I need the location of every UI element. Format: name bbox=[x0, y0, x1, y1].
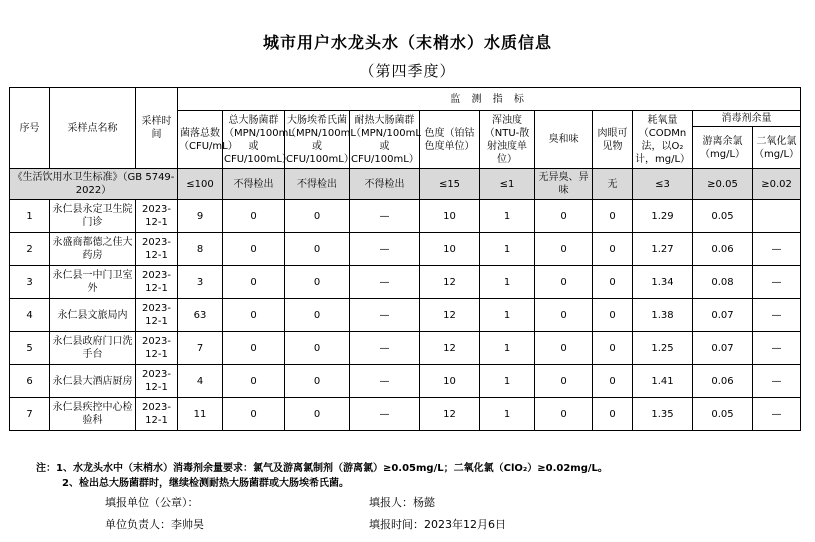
cell-odor: 0 bbox=[535, 299, 593, 332]
footer-leader: 单位负责人：李帅昊 bbox=[105, 518, 204, 531]
cell-seq: 3 bbox=[10, 266, 50, 299]
cell-chlorine-dioxide: — bbox=[753, 398, 801, 431]
table-row bbox=[10, 299, 801, 332]
cell-visible: 0 bbox=[593, 266, 633, 299]
cell-free-chlorine: 0.06 bbox=[693, 365, 753, 398]
notes bbox=[36, 461, 608, 491]
cell-turbidity: 1 bbox=[480, 365, 535, 398]
cell-cod: 1.34 bbox=[633, 266, 693, 299]
cell-seq: 4 bbox=[10, 299, 50, 332]
note-1: 注：1、水龙头水中（末梢水）消毒剂余量要求：氯气及游离氯制剂（游离氯）≥0.05mg/L；二氧化氯（ClO₂）≥0.02mg/L。 bbox=[36, 463, 608, 474]
cell-turbidity: 1 bbox=[480, 266, 535, 299]
header-odor: 臭和味 bbox=[535, 111, 593, 169]
cell-color: 12 bbox=[420, 266, 480, 299]
water-quality-table bbox=[9, 87, 801, 431]
table-row bbox=[10, 398, 801, 431]
header-turbidity: 浑浊度（NTU-散射浊度单位） bbox=[480, 111, 535, 169]
cell-color: 12 bbox=[420, 299, 480, 332]
header-cod: 耗氧量（CODMn法，以O₂计，mg/L） bbox=[633, 111, 693, 169]
cell-turbidity: 1 bbox=[480, 200, 535, 233]
cell-time: 2023-12-1 bbox=[136, 200, 178, 233]
cell-cod: 1.25 bbox=[633, 332, 693, 365]
header-time: 采样时间 bbox=[136, 88, 178, 169]
cell-odor: 0 bbox=[535, 332, 593, 365]
cell-total-bacteria: 7 bbox=[178, 332, 223, 365]
header-free-chlorine: 游离余氯（mg/L） bbox=[693, 127, 753, 169]
page-title: 城市用户水龙头水（末梢水）水质信息 bbox=[262, 33, 552, 52]
cell-turbidity: 1 bbox=[480, 299, 535, 332]
cell-time: 2023-12-1 bbox=[136, 332, 178, 365]
cell-odor: 0 bbox=[535, 233, 593, 266]
cell-total-bacteria: 3 bbox=[178, 266, 223, 299]
cell: ≥0.05 bbox=[693, 169, 753, 200]
cell-color: 12 bbox=[420, 398, 480, 431]
cell-time: 2023-12-1 bbox=[136, 233, 178, 266]
cell-seq: 6 bbox=[10, 365, 50, 398]
cell-cod: 1.35 bbox=[633, 398, 693, 431]
cell-total-bacteria: 11 bbox=[178, 398, 223, 431]
cell-cod: 1.27 bbox=[633, 233, 693, 266]
cell-total-bacteria: 63 bbox=[178, 299, 223, 332]
cell-site: 永仁县大酒店厨房 bbox=[50, 365, 136, 398]
cell-color: 10 bbox=[420, 365, 480, 398]
cell: 不得检出 bbox=[223, 169, 285, 200]
cell-odor: 0 bbox=[535, 266, 593, 299]
cell-time: 2023-12-1 bbox=[136, 266, 178, 299]
cell-chlorine-dioxide: — bbox=[753, 266, 801, 299]
cell-total-coliform: 0 bbox=[223, 332, 285, 365]
cell-seq: 1 bbox=[10, 200, 50, 233]
cell-cod: 1.29 bbox=[633, 200, 693, 233]
header-thermo-coliform: 耐热大肠菌群（MPN/100mL或CFU/100mL） bbox=[350, 111, 420, 169]
cell-thermo-coliform: — bbox=[350, 200, 420, 233]
cell-odor: 0 bbox=[535, 200, 593, 233]
footer-reporter: 填报人：杨懿 bbox=[369, 496, 435, 509]
cell-turbidity: 1 bbox=[480, 398, 535, 431]
cell-turbidity: 1 bbox=[480, 332, 535, 365]
cell-thermo-coliform: — bbox=[350, 398, 420, 431]
header-monitor-indicators: 监 测 指 标 bbox=[178, 88, 801, 111]
cell-ecoli: 0 bbox=[285, 398, 350, 431]
table-row bbox=[10, 233, 801, 266]
cell-chlorine-dioxide: — bbox=[753, 233, 801, 266]
cell-site: 永仁县永定卫生院门诊 bbox=[50, 200, 136, 233]
cell-thermo-coliform: — bbox=[350, 365, 420, 398]
cell: 无 bbox=[593, 169, 633, 200]
standard-label: 《生活饮用水卫生标准》（GB 5749-2022） bbox=[10, 169, 178, 200]
cell-chlorine-dioxide bbox=[753, 200, 801, 233]
cell-seq: 5 bbox=[10, 332, 50, 365]
cell-total-bacteria: 8 bbox=[178, 233, 223, 266]
cell-cod: 1.41 bbox=[633, 365, 693, 398]
cell-chlorine-dioxide: — bbox=[753, 332, 801, 365]
cell-ecoli: 0 bbox=[285, 200, 350, 233]
cell-site: 永仁县政府门口洗手台 bbox=[50, 332, 136, 365]
cell-ecoli: 0 bbox=[285, 266, 350, 299]
cell-time: 2023-12-1 bbox=[136, 299, 178, 332]
table-row bbox=[10, 200, 801, 233]
cell-site: 永盛商都德之佳大药房 bbox=[50, 233, 136, 266]
cell: ≤3 bbox=[633, 169, 693, 200]
cell-visible: 0 bbox=[593, 398, 633, 431]
cell-ecoli: 0 bbox=[285, 299, 350, 332]
header-site: 采样点名称 bbox=[50, 88, 136, 169]
cell-odor: 0 bbox=[535, 398, 593, 431]
cell-ecoli: 0 bbox=[285, 332, 350, 365]
cell-visible: 0 bbox=[593, 233, 633, 266]
cell: ≤100 bbox=[178, 169, 223, 200]
cell-total-bacteria: 4 bbox=[178, 365, 223, 398]
header-total-coliform: 总大肠菌群（MPN/100mL或CFU/100mL） bbox=[223, 111, 285, 169]
footer-unit: 填报单位（公章）： bbox=[105, 496, 199, 509]
cell-free-chlorine: 0.05 bbox=[693, 398, 753, 431]
cell: ≤1 bbox=[480, 169, 535, 200]
cell: ≥0.02 bbox=[753, 169, 801, 200]
standard-row bbox=[10, 169, 801, 200]
cell-free-chlorine: 0.06 bbox=[693, 233, 753, 266]
header-chlorine-dioxide: 二氧化氯（mg/L） bbox=[753, 127, 801, 169]
cell-site: 永仁县文旅局内 bbox=[50, 299, 136, 332]
cell: 无异臭、异味 bbox=[535, 169, 593, 200]
cell-turbidity: 1 bbox=[480, 233, 535, 266]
cell-visible: 0 bbox=[593, 299, 633, 332]
cell-ecoli: 0 bbox=[285, 365, 350, 398]
cell-color: 12 bbox=[420, 332, 480, 365]
cell-seq: 2 bbox=[10, 233, 50, 266]
cell-free-chlorine: 0.05 bbox=[693, 200, 753, 233]
cell-ecoli: 0 bbox=[285, 233, 350, 266]
page-subtitle: （第四季度） bbox=[359, 62, 456, 80]
cell-site: 永仁县疾控中心检验科 bbox=[50, 398, 136, 431]
cell-free-chlorine: 0.07 bbox=[693, 332, 753, 365]
cell-odor: 0 bbox=[535, 365, 593, 398]
cell: 不得检出 bbox=[285, 169, 350, 200]
footer-time: 填报时间：2023年12月6日 bbox=[369, 518, 506, 531]
table-row bbox=[10, 332, 801, 365]
cell-total-coliform: 0 bbox=[223, 365, 285, 398]
cell-total-coliform: 0 bbox=[223, 233, 285, 266]
cell-time: 2023-12-1 bbox=[136, 365, 178, 398]
cell-total-coliform: 0 bbox=[223, 200, 285, 233]
cell-site: 永仁县一中门卫室外 bbox=[50, 266, 136, 299]
cell-visible: 0 bbox=[593, 332, 633, 365]
table-row bbox=[10, 365, 801, 398]
cell-thermo-coliform: — bbox=[350, 299, 420, 332]
header-visible: 肉眼可见物 bbox=[593, 111, 633, 169]
cell: 不得检出 bbox=[350, 169, 420, 200]
cell-color: 10 bbox=[420, 200, 480, 233]
cell-color: 10 bbox=[420, 233, 480, 266]
cell-total-bacteria: 9 bbox=[178, 200, 223, 233]
cell-time: 2023-12-1 bbox=[136, 398, 178, 431]
cell-visible: 0 bbox=[593, 365, 633, 398]
cell-chlorine-dioxide: — bbox=[753, 299, 801, 332]
cell-thermo-coliform: — bbox=[350, 233, 420, 266]
cell-chlorine-dioxide: — bbox=[753, 365, 801, 398]
cell-total-coliform: 0 bbox=[223, 299, 285, 332]
cell-thermo-coliform: — bbox=[350, 332, 420, 365]
header-color: 色度（铂钴色度单位） bbox=[420, 111, 480, 169]
table-row bbox=[10, 266, 801, 299]
cell-seq: 7 bbox=[10, 398, 50, 431]
cell-thermo-coliform: — bbox=[350, 266, 420, 299]
cell-total-coliform: 0 bbox=[223, 266, 285, 299]
header-ecoli: 大肠埃希氏菌（MPN/100mL或CFU/100mL） bbox=[285, 111, 350, 169]
cell-cod: 1.38 bbox=[633, 299, 693, 332]
cell-visible: 0 bbox=[593, 200, 633, 233]
cell-free-chlorine: 0.08 bbox=[693, 266, 753, 299]
header-seq: 序号 bbox=[10, 88, 50, 169]
header-total-bacteria: 菌落总数（CFU/mL） bbox=[178, 111, 223, 169]
note-2: 2、检出总大肠菌群时，继续检测耐热大肠菌群或大肠埃希氏菌。 bbox=[62, 478, 349, 489]
cell: ≤15 bbox=[420, 169, 480, 200]
header-disinfectant: 消毒剂余量 bbox=[693, 111, 801, 127]
cell-free-chlorine: 0.07 bbox=[693, 299, 753, 332]
cell-total-coliform: 0 bbox=[223, 398, 285, 431]
